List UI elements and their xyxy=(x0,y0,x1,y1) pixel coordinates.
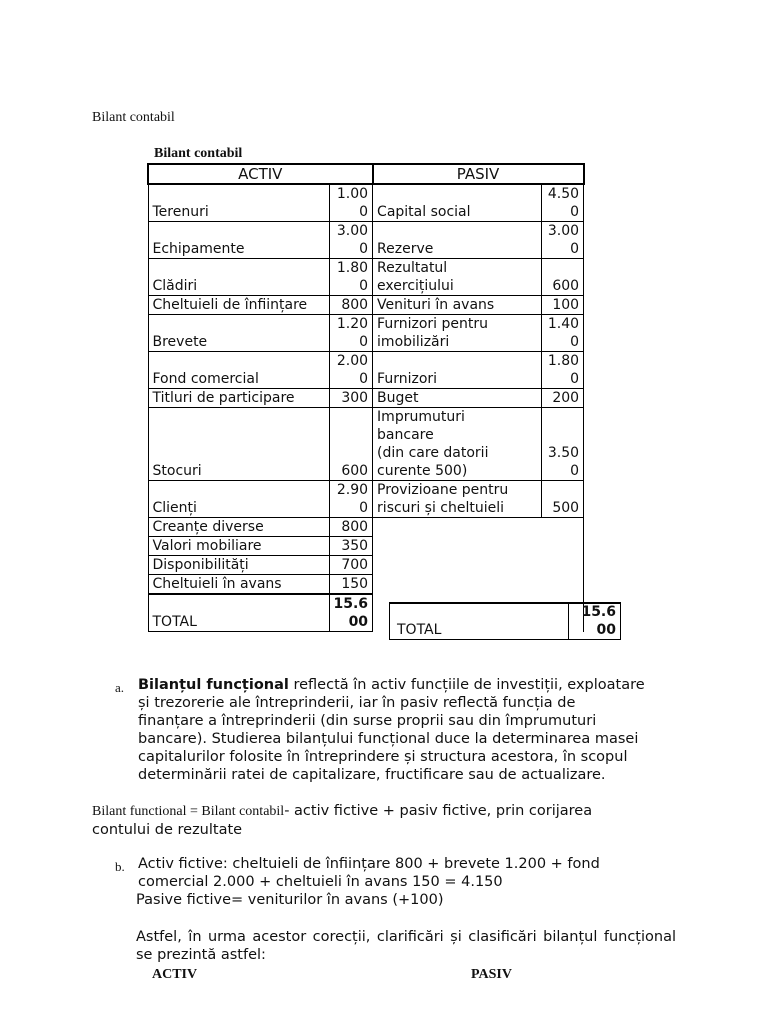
paragraph-functional-balance xyxy=(138,676,698,784)
list-marker-a: a. xyxy=(115,680,125,695)
pasiv-label: Furnizori pentru imobilizări xyxy=(373,315,542,352)
header-pasiv: PASIV xyxy=(373,164,584,184)
list-marker-b: b. xyxy=(115,859,125,874)
table-row xyxy=(148,408,584,481)
pasiv-label: Rezerve xyxy=(373,222,542,259)
page-title: Bilant contabil xyxy=(92,110,175,125)
activ-label: Fond comercial xyxy=(148,352,329,389)
activ-label: Cheltuieli în avans xyxy=(148,575,329,595)
table-row xyxy=(148,315,584,352)
fictive-liabilities-text: Pasive fictive= veniturilor în avans (+100) xyxy=(136,892,444,908)
activ-value: 600 xyxy=(329,408,373,481)
formula-rest: - activ fictive + pasiv fictive, prin corijarea contului de rezultate xyxy=(92,803,593,838)
table-row xyxy=(148,518,584,537)
pasiv-value: 100 xyxy=(542,296,584,315)
activ-value: 150 xyxy=(329,575,373,595)
activ-value: 700 xyxy=(329,556,373,575)
formula-serif: Bilant functional = Bilant contabil xyxy=(92,804,285,819)
activ-label: Titluri de participare xyxy=(148,389,329,408)
total-pasiv-value: 15.6 00 xyxy=(581,604,616,638)
activ-label: Stocuri xyxy=(148,408,329,481)
conclusion-paragraph: Astfel, în urma acestor corecții, clarificări și clasificări bilanțul funcțional se prezintă astfel: xyxy=(136,929,676,963)
pasiv-value: 1.40 0 xyxy=(542,315,584,352)
activ-value: 300 xyxy=(329,389,373,408)
pasiv-value: 3.00 0 xyxy=(542,222,584,259)
pasiv-label: Provizioane pentru riscuri și cheltuieli xyxy=(373,481,542,518)
table-row xyxy=(148,352,584,389)
paragraph-text: reflectă în activ funcțiile de investiții, exploatare și trezorerie ale întreprinderii, iar în pasiv reflectă funcția de finanțare a întreprinderii (din surse proprii sau din împrumuturi bancare). Studierea bilanțului funcțional duce la determinarea masei capitalurilor folosite în întreprindere și structura acestora, în scopul determinării ratei de capitalizare, fructificare sau de actualizare. xyxy=(138,677,645,783)
pasiv-value: 600 xyxy=(542,259,584,296)
pasiv-label: Buget xyxy=(373,389,542,408)
activ-label: Clădiri xyxy=(148,259,329,296)
table-caption: Bilant contabil xyxy=(154,146,243,161)
table-row xyxy=(148,481,584,518)
pasiv-label: Rezultatul exercițiului xyxy=(373,259,542,296)
activ-label: Echipamente xyxy=(148,222,329,259)
term-functional-balance: Bilanțul funcțional xyxy=(138,677,289,693)
activ-label: Terenuri xyxy=(148,184,329,222)
activ-label: Disponibilități xyxy=(148,556,329,575)
table-row xyxy=(148,296,584,315)
total-activ-label: TOTAL xyxy=(148,594,329,632)
activ-label: Clienți xyxy=(148,481,329,518)
activ-value: 2.90 0 xyxy=(329,481,373,518)
pasiv-value: 3.50 0 xyxy=(542,408,584,481)
fictive-assets-text: Activ fictive: cheltuieli de înființare 800 + brevete 1.200 + fond comercial 2.000 + cheltuieli în avans 150 = 4.150 xyxy=(138,856,600,890)
pasiv-label: Capital social xyxy=(373,184,542,222)
activ-label: Valori mobiliare xyxy=(148,537,329,556)
activ-value: 350 xyxy=(329,537,373,556)
activ-value: 1.80 0 xyxy=(329,259,373,296)
total-pasiv-label: TOTAL xyxy=(397,622,442,638)
pasiv-value: 1.80 0 xyxy=(542,352,584,389)
header-activ: ACTIV xyxy=(148,164,373,184)
activ-value: 1.20 0 xyxy=(329,315,373,352)
total-activ-value: 15.6 00 xyxy=(329,594,373,632)
balance-sheet-table xyxy=(147,163,585,632)
activ-label: Creanțe diverse xyxy=(148,518,329,537)
pasiv-label: Venituri în avans xyxy=(373,296,542,315)
pasiv-value: 500 xyxy=(542,481,584,518)
pasiv-value: 200 xyxy=(542,389,584,408)
activ-value: 1.00 0 xyxy=(329,184,373,222)
total-pasiv-block xyxy=(389,602,621,640)
activ-value: 800 xyxy=(329,296,373,315)
pasiv-label: Furnizori xyxy=(373,352,542,389)
pasiv-label: Imprumuturi bancare (din care datorii curente 500) xyxy=(373,408,542,481)
table-row xyxy=(148,184,584,222)
bottom-header-activ: ACTIV xyxy=(152,967,198,982)
pasiv-value: 4.50 0 xyxy=(542,184,584,222)
bottom-header-pasiv: PASIV xyxy=(471,967,512,982)
activ-label: Cheltuieli de înființare xyxy=(148,296,329,315)
table-row xyxy=(148,222,584,259)
table-row xyxy=(148,259,584,296)
table-row xyxy=(148,389,584,408)
activ-value: 800 xyxy=(329,518,373,537)
activ-value: 3.00 0 xyxy=(329,222,373,259)
activ-label: Brevete xyxy=(148,315,329,352)
formula-line xyxy=(92,802,652,839)
activ-value: 2.00 0 xyxy=(329,352,373,389)
